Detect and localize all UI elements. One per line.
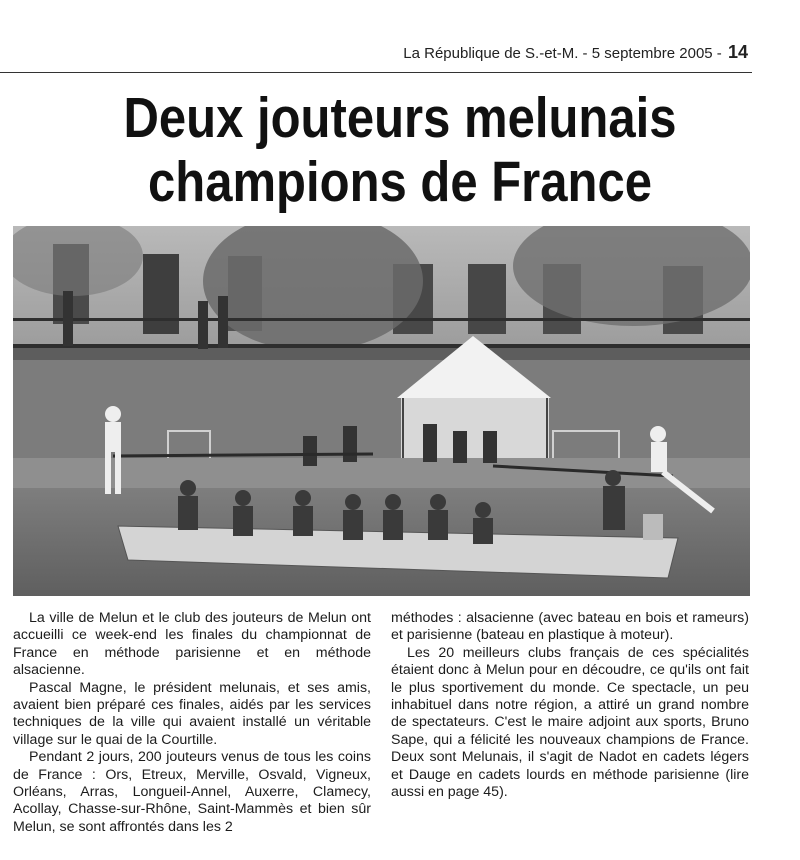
- article-paragraph: méthodes : alsacienne (avec bateau en bois et rameurs) et parisienne (bateau en plastique à moteur).: [391, 610, 749, 644]
- headline-line-2: champions de France: [148, 150, 652, 214]
- railing: [13, 344, 750, 348]
- window: [143, 254, 179, 334]
- jousting-pole: [113, 454, 373, 456]
- window: [468, 264, 506, 334]
- boat-platform: [643, 514, 663, 540]
- page-number: 14: [727, 42, 748, 62]
- article-column-left: [13, 610, 371, 836]
- article-paragraph: La ville de Melun et le club des jouteurs de Melun ont accueilli ce week-end les finales du championnat de France en méthode parisienne et en méthode alsacienne.: [13, 610, 371, 679]
- publication-line: La République de S.-et-M. - 5 septembre 2005 -: [403, 45, 722, 62]
- header-rule: [0, 72, 752, 73]
- page-header: [403, 42, 748, 63]
- article-column-right: [391, 610, 749, 801]
- railing: [13, 318, 750, 321]
- quay-wall: [13, 348, 750, 458]
- article-paragraph: Pendant 2 jours, 200 jouteurs venus de tous les coins de France : Ors, Etreux, Merville, Osvald, Vigneux, Orléans, Arras, Longueil-Annel, Auxerre, Clamecy, Acollay, Chasse-sur-Rhône, Saint-Mammès et bien sûr Melun, se sont affrontés dans les 2: [13, 749, 371, 835]
- photo-image: [13, 226, 750, 596]
- headline-line-1: Deux jouteurs melunais: [123, 86, 677, 150]
- article-photo: [13, 226, 750, 596]
- article-paragraph: Les 20 meilleurs clubs français de ces spécialités étaient donc à Melun pour en découdre, ce qu'ils ont fait le plus sportivement du monde. Ce spectacle, un peu inhabituel dans notre région, a attiré un grand nombre de spectateurs. C'est le maire adjoint aux sports, Bruno Sape, qui a félicité les nouveaux champions de France. Deux sont Melunais, il s'agit de Nadot en cadets légers et Dauge en cadets lourds en méthode parisienne (lire aussi en page 45).: [391, 644, 749, 801]
- headline: [56, 86, 744, 214]
- quay-ledge: [13, 348, 750, 360]
- article-paragraph: Pascal Magne, le président melunais, et ses amis, avaient bien préparé ces finales, aidés par les services techniques de la ville qui avaient installé un véritable village sur le quai de la Courtille.: [13, 679, 371, 748]
